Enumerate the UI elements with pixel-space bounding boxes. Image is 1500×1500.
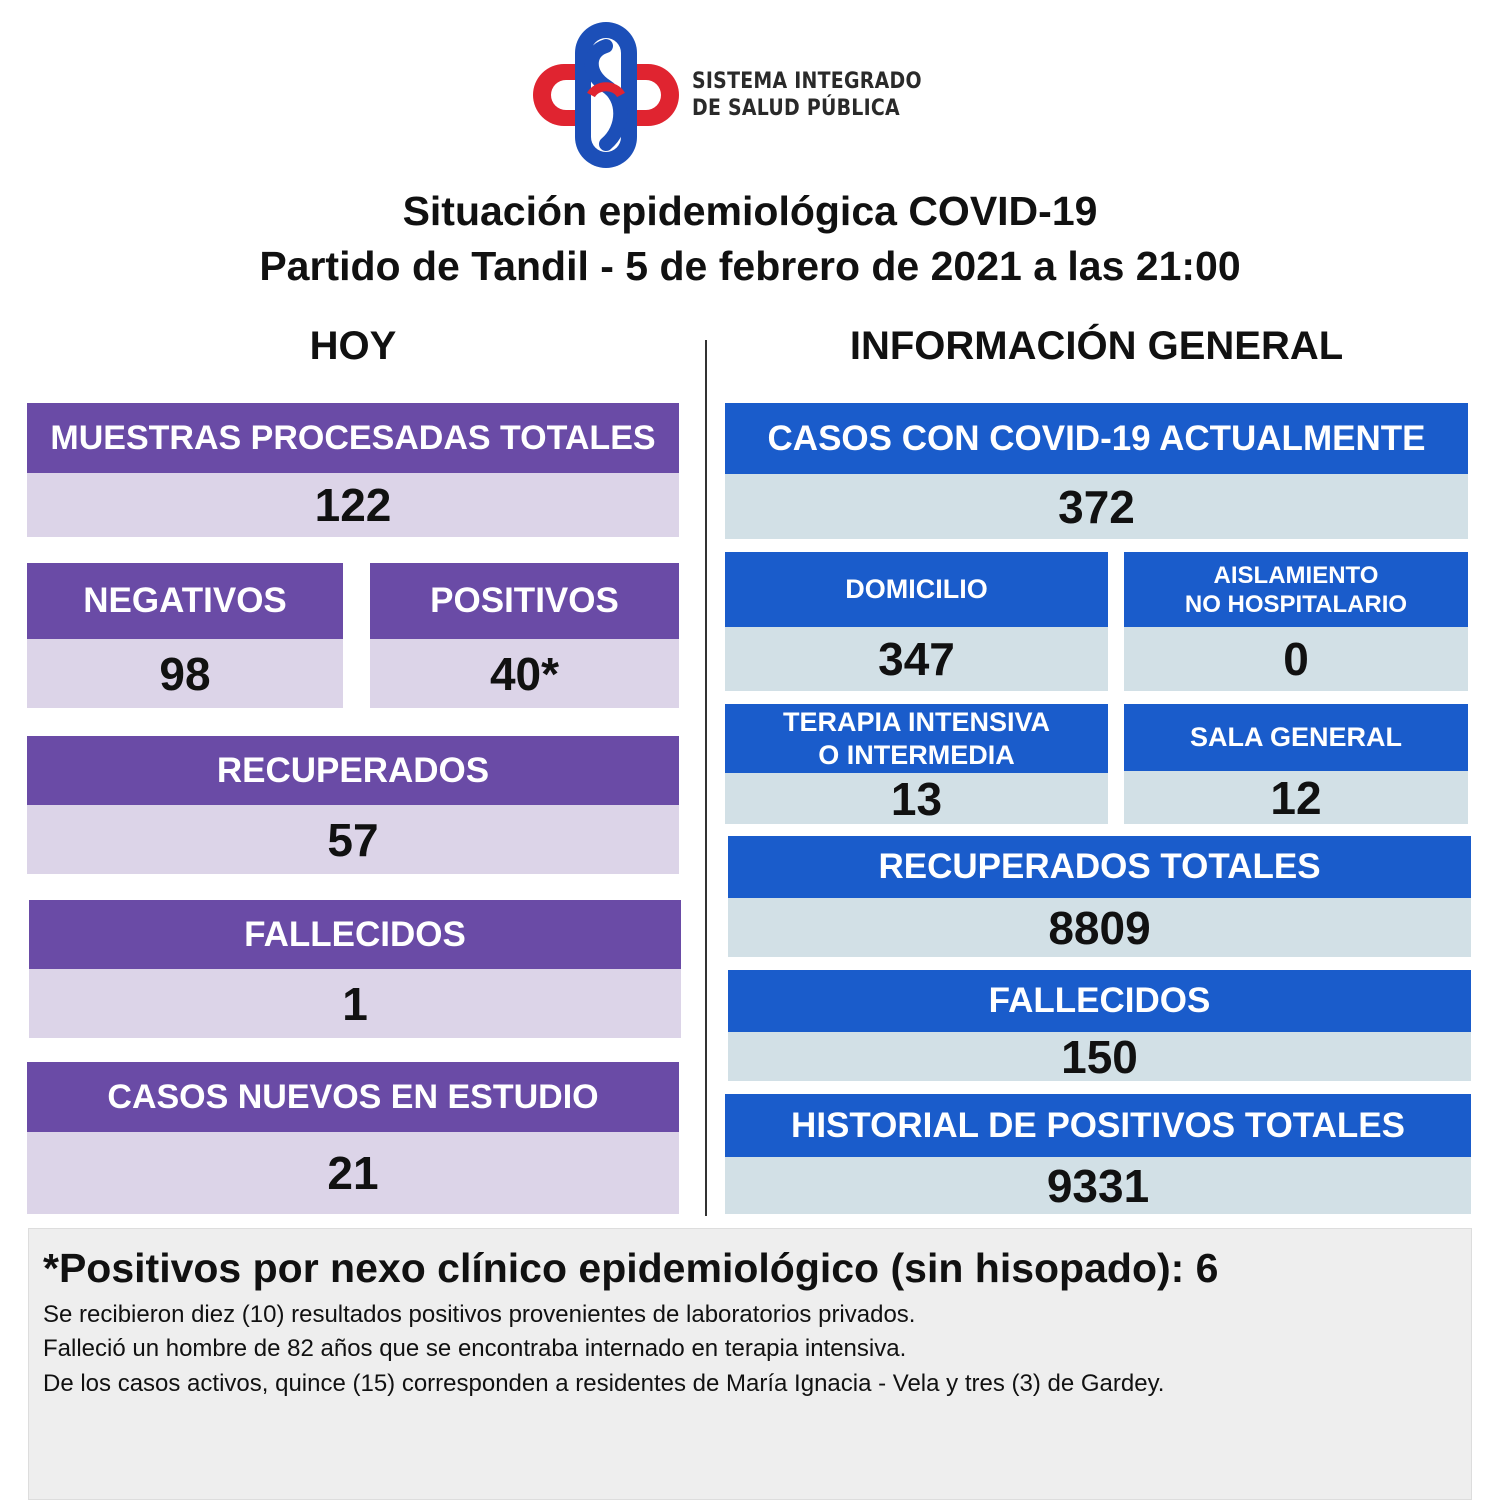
report-subtitle: Partido de Tandil - 5 de febrero de 2021 a las 21:00 bbox=[259, 243, 1241, 289]
recuperados-totales-card bbox=[728, 836, 1471, 957]
note-line-2: Falleció un hombre de 82 años que se encontraba internado en terapia intensiva. bbox=[43, 1335, 907, 1362]
recuperados-value: 57 bbox=[27, 805, 679, 874]
positivos-label: POSITIVOS bbox=[370, 563, 679, 639]
fallecidos-totales-label: FALLECIDOS bbox=[728, 970, 1471, 1032]
aislamiento-card bbox=[1124, 552, 1468, 691]
terapia-card bbox=[725, 704, 1108, 824]
en-estudio-card bbox=[27, 1062, 679, 1214]
domicilio-label: DOMICILIO bbox=[725, 552, 1108, 627]
sala-general-label: SALA GENERAL bbox=[1124, 704, 1468, 771]
historial-value: 9331 bbox=[725, 1157, 1471, 1214]
negativos-value: 98 bbox=[27, 639, 343, 708]
recuperados-totales-value: 8809 bbox=[728, 898, 1471, 957]
sistema-integrado-logo bbox=[533, 22, 679, 168]
report-title: Situación epidemiológica COVID-19 bbox=[402, 188, 1098, 234]
en-estudio-value: 21 bbox=[27, 1132, 679, 1214]
negativos-card bbox=[27, 563, 343, 708]
note-line-3: De los casos activos, quince (15) corresponden a residentes de María Ignacia - Vela y tres (3) de Gardey. bbox=[43, 1370, 1165, 1397]
org-name-line1: SISTEMA INTEGRADO bbox=[692, 69, 922, 94]
historial-label: HISTORIAL DE POSITIVOS TOTALES bbox=[725, 1094, 1471, 1157]
muestras-card bbox=[27, 403, 679, 537]
general-heading: INFORMACIÓN GENERAL bbox=[849, 324, 1344, 368]
negativos-label: NEGATIVOS bbox=[27, 563, 343, 639]
recuperados-label: RECUPERADOS bbox=[27, 736, 679, 805]
muestras-label: MUESTRAS PROCESADAS TOTALES bbox=[27, 403, 679, 473]
aislamiento-label bbox=[1124, 552, 1468, 627]
hoy-heading: HOY bbox=[309, 324, 397, 368]
sala-general-value: 12 bbox=[1124, 771, 1468, 824]
casos-actuales-card bbox=[725, 403, 1468, 539]
terapia-label-line1: TERAPIA INTENSIVA bbox=[782, 706, 1051, 737]
note-line-1: Se recibieron diez (10) resultados positivos provenientes de laboratorios privados. bbox=[43, 1301, 916, 1328]
fallecidos-hoy-label: FALLECIDOS bbox=[29, 900, 681, 969]
fallecidos-totales-value: 150 bbox=[728, 1032, 1471, 1081]
historial-card bbox=[725, 1094, 1471, 1214]
muestras-value: 122 bbox=[27, 473, 679, 537]
aislamiento-label-line2: NO HOSPITALARIO bbox=[1184, 590, 1408, 618]
fallecidos-totales-card bbox=[728, 970, 1471, 1081]
notes-title: *Positivos por nexo clínico epidemiológico (sin hisopado): 6 bbox=[43, 1245, 1219, 1291]
recuperados-card bbox=[27, 736, 679, 874]
en-estudio-label: CASOS NUEVOS EN ESTUDIO bbox=[27, 1062, 679, 1132]
domicilio-value: 347 bbox=[725, 627, 1108, 691]
aislamiento-value: 0 bbox=[1124, 627, 1468, 691]
fallecidos-hoy-card bbox=[29, 900, 681, 1038]
domicilio-card bbox=[725, 552, 1108, 691]
terapia-label-line2: O INTERMEDIA bbox=[818, 739, 1015, 770]
organization-name bbox=[692, 68, 922, 122]
positivos-value: 40* bbox=[370, 639, 679, 708]
terapia-value: 13 bbox=[725, 773, 1108, 824]
notes-panel bbox=[28, 1228, 1472, 1500]
org-name-line2: DE SALUD PÚBLICA bbox=[692, 96, 900, 121]
column-divider bbox=[705, 340, 707, 1216]
aislamiento-label-line1: AISLAMIENTO bbox=[1213, 561, 1379, 589]
terapia-label bbox=[725, 704, 1108, 773]
casos-actuales-value: 372 bbox=[725, 474, 1468, 539]
fallecidos-hoy-value: 1 bbox=[29, 969, 681, 1038]
sala-general-card bbox=[1124, 704, 1468, 824]
recuperados-totales-label: RECUPERADOS TOTALES bbox=[728, 836, 1471, 898]
positivos-card bbox=[370, 563, 679, 708]
casos-actuales-label: CASOS CON COVID-19 ACTUALMENTE bbox=[725, 403, 1468, 474]
